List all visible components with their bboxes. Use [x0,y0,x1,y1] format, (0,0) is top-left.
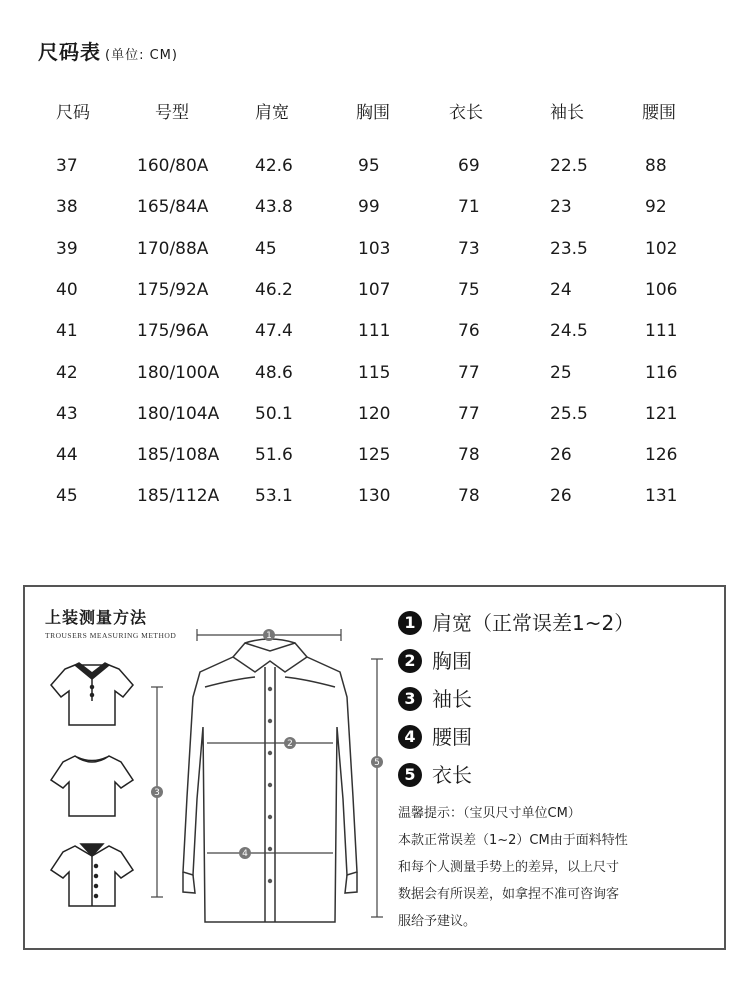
cell-length: 71 [458,197,480,218]
cell-sleeve: 22.5 [550,156,588,176]
legend-label: 肩宽（正常误差1~2） [432,611,635,635]
cell-waist: 121 [645,403,678,424]
legend-item-chest [398,645,472,674]
tshirt-icon [51,756,133,816]
cell-length: 78 [458,486,480,507]
legend-item-waist [398,721,472,750]
cell-sleeve: 24.5 [550,321,588,342]
tip-line: 温馨提示：（宝贝尺寸单位CM） [398,806,581,821]
shirt-diagram [145,617,395,947]
cell-fit: 185/108A [137,445,220,466]
method-title: 上装测量方法 [45,608,148,627]
unit-note: (单位: CM) [105,48,178,63]
cell-chest: 130 [358,486,391,507]
number-badge: 5 [398,763,422,787]
garment-icons [47,657,137,917]
legend-item-sleeve [398,683,472,712]
cell-sleeve: 23 [550,197,572,218]
cell-shoulder: 43.8 [255,197,293,218]
cell-sleeve: 24 [550,279,572,300]
header-sleeve: 袖长 [550,103,584,123]
cell-waist: 92 [645,197,667,218]
header-waist: 腰围 [642,103,676,123]
polo-shirt-icon [51,663,133,725]
cell-chest: 95 [358,156,380,176]
cell-fit: 160/80A [137,156,209,176]
cell-shoulder: 50.1 [255,403,293,424]
number-badge: 4 [398,725,422,749]
title-text: 尺码表 [38,40,101,64]
measuring-method-panel [23,585,726,950]
header-fit: 号型 [155,103,189,123]
cell-chest: 125 [358,445,391,466]
cell-fit: 170/88A [137,238,209,259]
cell-length: 76 [458,321,480,342]
tip-line: 服给予建议。 [398,914,477,929]
cell-fit: 180/100A [137,362,220,383]
page-title [38,36,178,65]
cell-shoulder: 42.6 [255,156,293,176]
legend-label: 袖长 [432,687,472,711]
marker-length: 5 [374,758,380,768]
header-size: 尺码 [56,103,90,123]
number-badge: 3 [398,687,422,711]
cell-sleeve: 25.5 [550,403,588,424]
cell-size: 42 [56,362,78,383]
cell-fit: 180/104A [137,403,220,424]
cell-shoulder: 53.1 [255,486,293,507]
cell-sleeve: 25 [550,362,572,383]
cell-sleeve: 26 [550,486,572,507]
cell-size: 40 [56,279,78,300]
cell-chest: 99 [358,197,380,218]
legend-item-length [398,759,472,788]
shirt-icon [51,844,133,906]
cell-waist: 126 [645,445,678,466]
marker-waist: 4 [242,849,248,859]
legend-label: 衣长 [432,763,472,787]
cell-fit: 175/96A [137,321,209,342]
cell-shoulder: 45 [255,238,277,259]
cell-size: 37 [56,156,78,176]
cell-waist: 116 [645,362,678,383]
cell-chest: 111 [358,321,391,342]
tip-line: 本款正常误差（1~2）CM由于面料特性 [398,833,628,848]
cell-size: 39 [56,238,78,259]
cell-chest: 107 [358,279,391,300]
method-subtitle: TROUSERS MEASURING METHOD [45,631,177,640]
cell-sleeve: 26 [550,445,572,466]
tips-block [398,800,718,935]
header-length: 衣长 [449,103,483,123]
cell-size: 41 [56,321,78,342]
cell-waist: 88 [645,156,667,176]
cell-shoulder: 51.6 [255,445,293,466]
cell-length: 78 [458,445,480,466]
cell-waist: 106 [645,279,678,300]
number-badge: 2 [398,649,422,673]
cell-length: 69 [458,156,480,176]
cell-size: 44 [56,445,78,466]
cell-length: 77 [458,362,480,383]
cell-fit: 185/112A [137,486,220,507]
legend-item-shoulder [398,607,634,636]
marker-chest: 2 [287,739,293,749]
cell-size: 45 [56,486,78,507]
cell-length: 75 [458,279,480,300]
legend-label: 腰围 [432,725,472,749]
header-chest: 胸围 [356,103,390,123]
cell-shoulder: 48.6 [255,362,293,383]
marker-shoulder: 1 [266,631,272,641]
legend-label: 胸围 [432,649,472,673]
cell-waist: 102 [645,238,678,259]
number-badge: 1 [398,611,422,635]
cell-shoulder: 47.4 [255,321,293,342]
tip-line: 数据会有所误差，如拿捏不准可咨询客 [398,887,620,902]
tip-line: 和每个人测量手势上的差异，以上尺寸 [398,860,620,875]
cell-length: 73 [458,238,480,259]
cell-size: 38 [56,197,78,218]
cell-waist: 131 [645,486,678,507]
cell-size: 43 [56,403,78,424]
cell-fit: 165/84A [137,197,209,218]
cell-chest: 115 [358,362,391,383]
marker-sleeve: 3 [154,788,160,798]
header-shoulder: 肩宽 [255,103,289,123]
cell-chest: 120 [358,403,391,424]
cell-shoulder: 46.2 [255,279,293,300]
cell-sleeve: 23.5 [550,238,588,259]
cell-fit: 175/92A [137,279,209,300]
cell-waist: 111 [645,321,678,342]
cell-length: 77 [458,403,480,424]
cell-chest: 103 [358,238,391,259]
